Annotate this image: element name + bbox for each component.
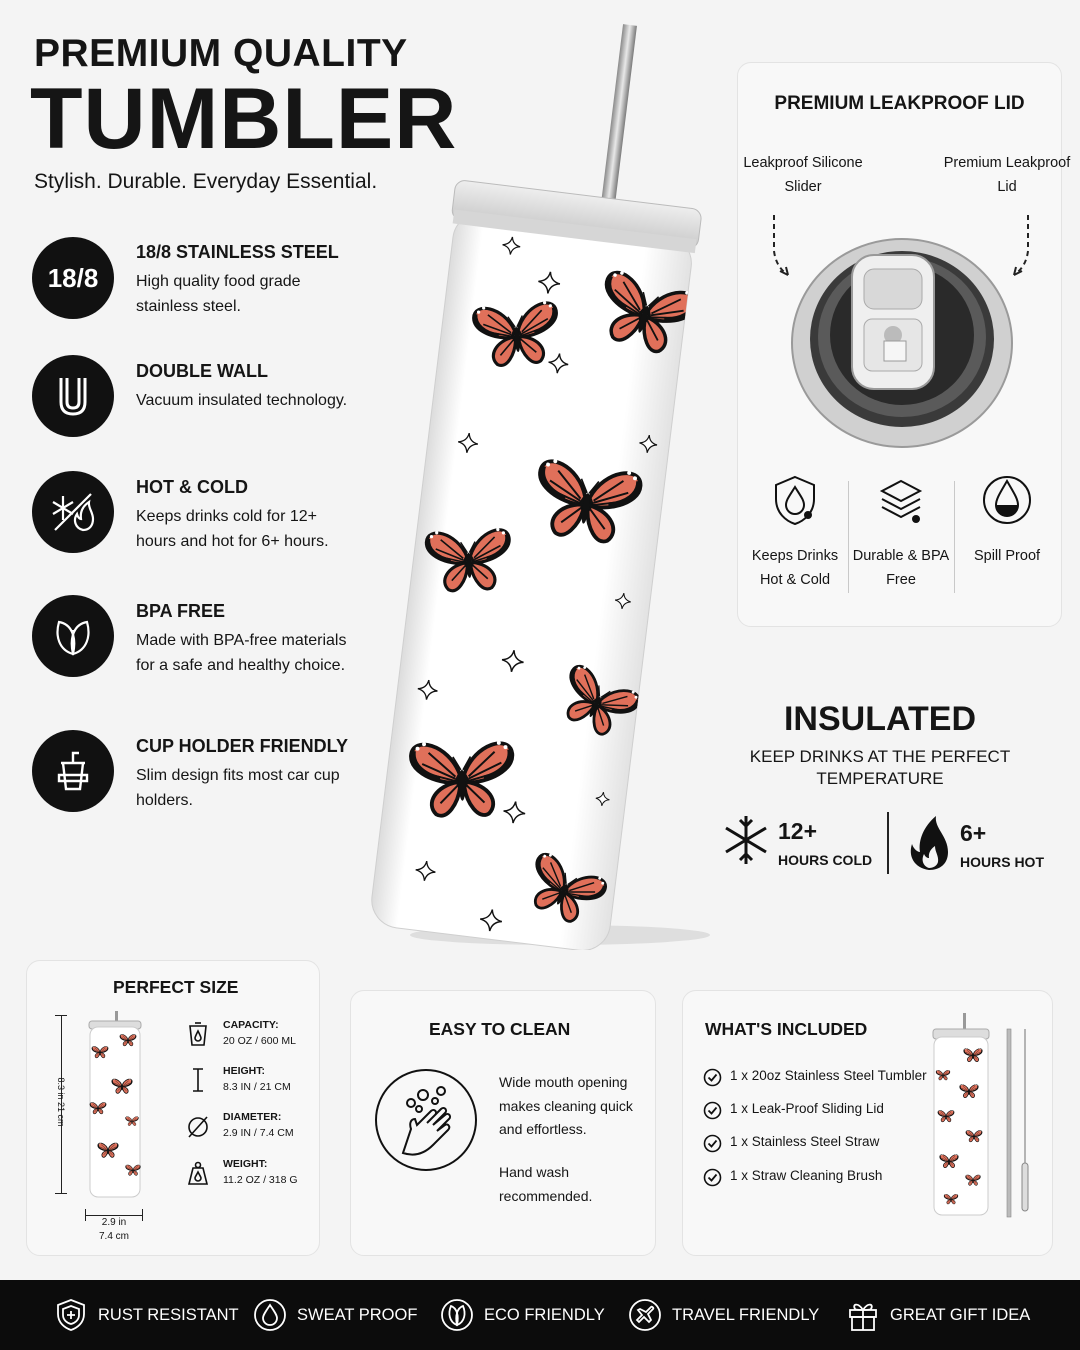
feature-title: BPA FREE [136, 601, 226, 621]
shield-drop-icon [768, 473, 822, 527]
lid-card [737, 62, 1071, 627]
size-title: PERFECT SIZE [113, 977, 239, 997]
cup-icon [32, 730, 114, 812]
lid-feature-hot-cold: Keeps Drinks Hot & Cold [742, 473, 848, 592]
feature-desc: Vacuum insulated technology. [136, 392, 348, 409]
drop-icon [253, 1298, 287, 1332]
plane-icon [628, 1298, 662, 1332]
feature-title: HOT & COLD [136, 477, 248, 497]
hot-hours-value: 6+ [960, 820, 987, 846]
hand-wash-icon [373, 1067, 479, 1173]
headline-kicker: PREMIUM QUALITY [34, 32, 408, 75]
feature-stainless-steel [32, 236, 362, 346]
feature-desc: High quality food grade stainless steel. [136, 273, 301, 315]
lid-title: PREMIUM LEAKPROOF LID [774, 93, 1025, 114]
cold-hours-value: 12+ [778, 818, 818, 844]
lid-image [766, 211, 1036, 461]
clean-care-note: Hand wash recommended. [499, 1164, 593, 1204]
leaf-icon [440, 1298, 474, 1332]
lid-feature-durable: Durable & BPA Free [848, 473, 954, 592]
drop-icon [980, 473, 1034, 527]
feature-double-wall [32, 355, 362, 465]
height-icon [187, 1067, 209, 1093]
tumbler-image [340, 20, 740, 950]
diameter-icon [187, 1113, 209, 1139]
height-label: 8.3 in 21 cm [56, 1077, 66, 1127]
flame-icon [906, 812, 952, 872]
tagline: Stylish. Durable. Everyday Essential. [34, 170, 378, 193]
snowflake-icon [722, 812, 770, 868]
width-label-cm: 7.4 cm [98, 1231, 129, 1242]
insulated-subtitle: KEEP DRINKS AT THE PERFECT TEMPERATURE [749, 747, 1011, 788]
width-label-in: 2.9 in [101, 1217, 127, 1228]
lid-label-left: Leakproof Silicone Slider [743, 155, 863, 195]
insulated-title: INSULATED [783, 700, 977, 738]
snowflake-flame-icon [32, 471, 114, 553]
check-circle-icon [703, 1101, 722, 1120]
included-products-image [929, 1013, 1041, 1223]
width-dimension-line [85, 1215, 143, 1216]
headline-title: TUMBLER [30, 71, 458, 167]
feature-title: 18/8 STAINLESS STEEL [136, 242, 339, 262]
weight-icon [187, 1160, 209, 1186]
feature-bpa-free [32, 595, 362, 705]
check-circle-icon [703, 1068, 722, 1087]
size-card: PERFECT SIZE 8.3 in 21 cm 2.9 in 7.4 cm CAPACITY: 20 OZ / 600 ML HEIGHT: 8.3 IN / 21 CM DIAMETER: 2.9 IN / 7.4 CM WEIGHT: 11.2 OZ / 318 G [26, 960, 320, 1256]
leaf-icon [32, 595, 114, 677]
feature-hot-cold [32, 471, 362, 581]
hot-hours-label: HOURS HOT [960, 854, 1044, 870]
lid-label-right: Premium Leakproof Lid [943, 155, 1071, 195]
feature-desc: Made with BPA-free materials for a safe and healthy choice. [136, 632, 347, 674]
included-title: WHAT'S INCLUDED [705, 1019, 868, 1039]
capacity-icon [187, 1021, 209, 1047]
feature-title: CUP HOLDER FRIENDLY [136, 736, 349, 756]
included-card: WHAT'S INCLUDED 1 x 20oz Stainless Steel Tumbler 1 x Leak-Proof Sliding Lid 1 x Stainless Steel Straw 1 x Straw Cleaning Brush [682, 990, 1053, 1256]
clean-card [350, 990, 656, 1256]
check-circle-icon [703, 1134, 722, 1153]
footer-travel-friendly: TRAVEL FRIENDLY [628, 1280, 819, 1350]
feature-cup-holder [32, 730, 362, 840]
gift-icon [846, 1298, 880, 1332]
badge-18-8: 18/8 [32, 237, 114, 319]
footer-bar [0, 1280, 1080, 1350]
clean-title: EASY TO CLEAN [429, 1019, 571, 1039]
lid-feature-spill-proof: Spill Proof [954, 473, 1060, 568]
feature-title: DOUBLE WALL [136, 361, 268, 381]
cold-hours-label: HOURS COLD [778, 852, 873, 868]
footer-eco-friendly: ECO FRIENDLY [440, 1280, 605, 1350]
clean-description: Wide mouth opening makes cleaning quick and effortless. [499, 1074, 633, 1137]
footer-rust-resistant: RUST RESISTANT [54, 1280, 239, 1350]
feature-desc: Slim design fits most car cup holders. [136, 767, 340, 809]
check-circle-icon [703, 1168, 722, 1187]
footer-great-gift: GREAT GIFT IDEA [846, 1280, 1030, 1350]
tumbler-thumbnail [85, 1011, 145, 1201]
feature-desc: Keeps drinks cold for 12+ hours and hot for 6+ hours. [136, 508, 329, 550]
divider [887, 812, 889, 874]
double-wall-icon [32, 355, 114, 437]
shield-icon [54, 1298, 88, 1332]
footer-sweat-proof: SWEAT PROOF [253, 1280, 417, 1350]
layers-icon [874, 473, 928, 527]
